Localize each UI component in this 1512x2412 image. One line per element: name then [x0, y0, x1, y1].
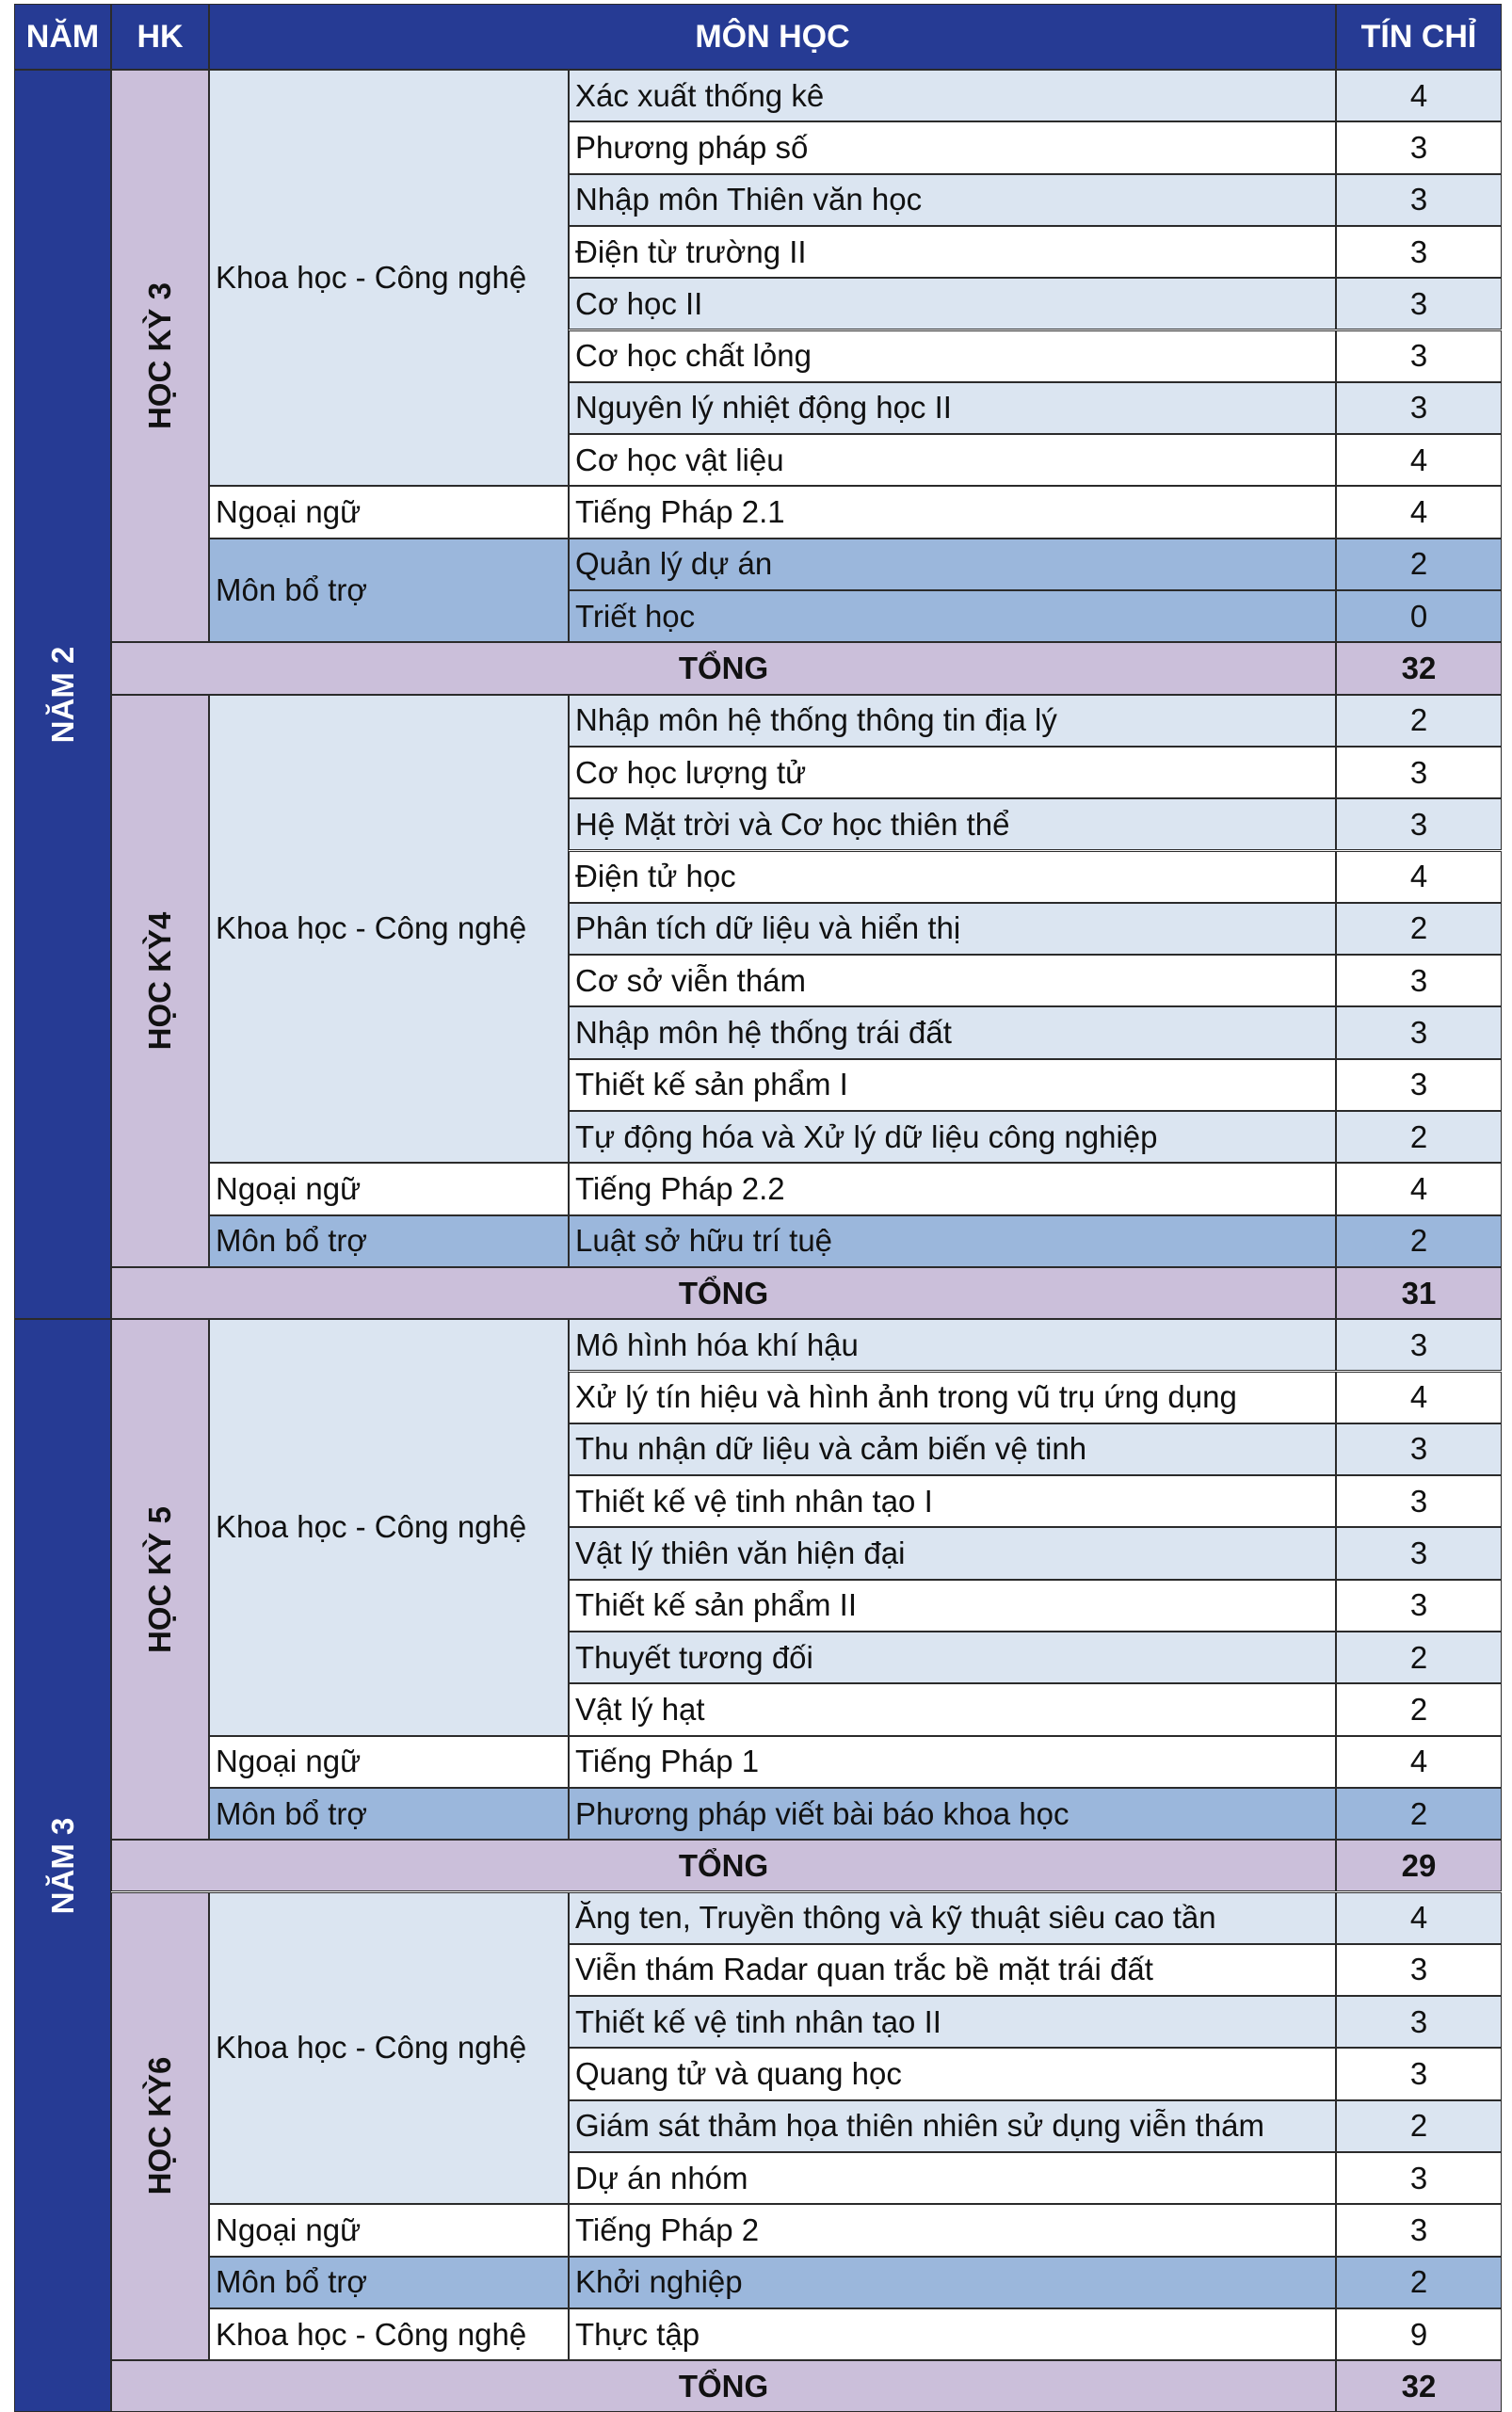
semester-label-label: HỌC KỲ4 [142, 911, 177, 1051]
semester-label [111, 695, 209, 1267]
subject-credits: 3 [1336, 1319, 1502, 1371]
subject-name: Luật sở hữu trí tuệ [569, 1215, 1336, 1267]
subject-credits: 2 [1336, 2100, 1502, 2152]
subject-credits: 3 [1336, 121, 1502, 173]
subject-name: Điện tử học [569, 851, 1336, 903]
subject-name: Phương pháp số [569, 121, 1336, 173]
subject-credits: 3 [1336, 798, 1502, 850]
subject-credits: 3 [1336, 1006, 1502, 1058]
subject-credits: 2 [1336, 1111, 1502, 1163]
subject-credits: 3 [1336, 1944, 1502, 1996]
subject-name: Phân tích dữ liệu và hiển thị [569, 903, 1336, 955]
subject-name: Cơ học chất lỏng [569, 330, 1336, 382]
subject-name: Tiếng Pháp 2 [569, 2204, 1336, 2256]
subject-name: Giám sát thảm họa thiên nhiên sử dụng viễn thám [569, 2100, 1336, 2152]
total-label: TỔNG [111, 1267, 1336, 1319]
subject-group: Khoa học - Công nghệ [209, 1892, 569, 2205]
subject-credits: 0 [1336, 590, 1502, 642]
subject-name: Nhập môn Thiên văn học [569, 174, 1336, 226]
subject-credits: 4 [1336, 1163, 1502, 1214]
subject-name: Thiết kế sản phẩm I [569, 1059, 1336, 1111]
header-semester: HK [111, 4, 209, 70]
subject-credits: 3 [1336, 955, 1502, 1006]
total-credits: 32 [1336, 642, 1502, 694]
subject-credits: 2 [1336, 2257, 1502, 2308]
semester-label [111, 1892, 209, 2361]
subject-credits: 4 [1336, 851, 1502, 903]
subject-name: Nhập môn hệ thống trái đất [569, 1006, 1336, 1058]
subject-group: Môn bổ trợ [209, 1215, 569, 1267]
subject-name: Tiếng Pháp 1 [569, 1736, 1336, 1788]
subject-credits: 3 [1336, 2152, 1502, 2204]
subject-group: Ngoại ngữ [209, 486, 569, 538]
subject-name: Cơ học lượng tử [569, 747, 1336, 798]
header-subject: MÔN HỌC [209, 4, 1336, 70]
total-credits: 29 [1336, 1840, 1502, 1891]
subject-credits: 2 [1336, 539, 1502, 590]
total-label: TỔNG [111, 1840, 1336, 1891]
subject-name: Điện từ trường II [569, 226, 1336, 278]
subject-name: Cơ học vật liệu [569, 434, 1336, 486]
subject-name: Thu nhận dữ liệu và cảm biến vệ tinh [569, 1423, 1336, 1475]
subject-credits: 2 [1336, 903, 1502, 955]
subject-group: Ngoại ngữ [209, 1736, 569, 1788]
semester-label-label: HỌC KỲ 3 [142, 282, 177, 430]
subject-name: Khởi nghiệp [569, 2257, 1336, 2308]
subject-credits: 2 [1336, 695, 1502, 747]
subject-credits: 3 [1336, 2204, 1502, 2256]
subject-credits: 3 [1336, 174, 1502, 226]
total-label: TỔNG [111, 642, 1336, 694]
subject-name: Cơ học II [569, 278, 1336, 330]
subject-name: Cơ sở viễn thám [569, 955, 1336, 1006]
subject-name: Quang tử và quang học [569, 2048, 1336, 2099]
subject-group: Khoa học - Công nghệ [209, 1319, 569, 1735]
total-credits: 31 [1336, 1267, 1502, 1319]
subject-credits: 3 [1336, 278, 1502, 330]
subject-credits: 3 [1336, 382, 1502, 434]
subject-credits: 9 [1336, 2308, 1502, 2360]
header-year: NĂM [14, 4, 111, 70]
subject-credits: 2 [1336, 1632, 1502, 1683]
subject-group: Môn bổ trợ [209, 2257, 569, 2308]
subject-name: Thực tập [569, 2308, 1336, 2360]
subject-name: Tiếng Pháp 2.1 [569, 486, 1336, 538]
subject-credits: 3 [1336, 226, 1502, 278]
total-credits: 32 [1336, 2360, 1502, 2412]
subject-name: Tự động hóa và Xử lý dữ liệu công nghiệp [569, 1111, 1336, 1163]
subject-name: Triết học [569, 590, 1336, 642]
semester-label [111, 1319, 209, 1840]
subject-credits: 4 [1336, 486, 1502, 538]
subject-group: Môn bổ trợ [209, 1788, 569, 1840]
subject-credits: 2 [1336, 1788, 1502, 1840]
subject-credits: 4 [1336, 1736, 1502, 1788]
subject-name: Xử lý tín hiệu và hình ảnh trong vũ trụ ứng dụng [569, 1372, 1336, 1423]
subject-group: Khoa học - Công nghệ [209, 695, 569, 1164]
subject-credits: 3 [1336, 1059, 1502, 1111]
subject-name: Hệ Mặt trời và Cơ học thiên thể [569, 798, 1336, 850]
subject-credits: 4 [1336, 1372, 1502, 1423]
header-credits: TÍN CHỈ [1336, 4, 1502, 70]
subject-name: Thiết kế vệ tinh nhân tạo II [569, 1996, 1336, 2048]
subject-name: Quản lý dự án [569, 539, 1336, 590]
subject-credits: 3 [1336, 1580, 1502, 1632]
subject-name: Thiết kế sản phẩm II [569, 1580, 1336, 1632]
subject-name: Thuyết tương đối [569, 1632, 1336, 1683]
subject-name: Viễn thám Radar quan trắc bề mặt trái đất [569, 1944, 1336, 1996]
subject-credits: 3 [1336, 1423, 1502, 1475]
subject-name: Thiết kế vệ tinh nhân tạo I [569, 1475, 1336, 1527]
subject-credits: 3 [1336, 747, 1502, 798]
subject-name: Nguyên lý nhiệt động học II [569, 382, 1336, 434]
subject-credits: 2 [1336, 1683, 1502, 1735]
subject-name: Dự án nhóm [569, 2152, 1336, 2204]
semester-label-label: HỌC KỲ6 [142, 2056, 177, 2195]
subject-credits: 3 [1336, 2048, 1502, 2099]
subject-credits: 3 [1336, 330, 1502, 382]
subject-group: Môn bổ trợ [209, 539, 569, 643]
subject-group: Ngoại ngữ [209, 1163, 569, 1214]
semester-label-label: HỌC KỲ 5 [142, 1505, 177, 1653]
subject-name: Ăng ten, Truyền thông và kỹ thuật siêu cao tần [569, 1892, 1336, 1944]
total-label: TỔNG [111, 2360, 1336, 2412]
year-label [14, 1319, 111, 2412]
subject-group: Ngoại ngữ [209, 2204, 569, 2256]
year-label [14, 70, 111, 1319]
subject-name: Vật lý hạt [569, 1683, 1336, 1735]
subject-credits: 2 [1336, 1215, 1502, 1267]
subject-credits: 4 [1336, 1892, 1502, 1944]
subject-name: Nhập môn hệ thống thông tin địa lý [569, 695, 1336, 747]
subject-credits: 4 [1336, 434, 1502, 486]
subject-name: Vật lý thiên văn hiện đại [569, 1527, 1336, 1579]
subject-group: Khoa học - Công nghệ [209, 2308, 569, 2360]
subject-credits: 4 [1336, 70, 1502, 121]
subject-credits: 3 [1336, 1527, 1502, 1579]
semester-label [111, 70, 209, 642]
year-label-label: NĂM 3 [44, 1817, 80, 1915]
year-label-label: NĂM 2 [44, 646, 80, 743]
subject-name: Tiếng Pháp 2.2 [569, 1163, 1336, 1214]
subject-name: Mô hình hóa khí hậu [569, 1319, 1336, 1371]
subject-name: Phương pháp viết bài báo khoa học [569, 1788, 1336, 1840]
subject-credits: 3 [1336, 1475, 1502, 1527]
subject-group: Khoa học - Công nghệ [209, 70, 569, 486]
curriculum-table [14, 4, 1502, 2410]
subject-credits: 3 [1336, 1996, 1502, 2048]
subject-name: Xác xuất thống kê [569, 70, 1336, 121]
